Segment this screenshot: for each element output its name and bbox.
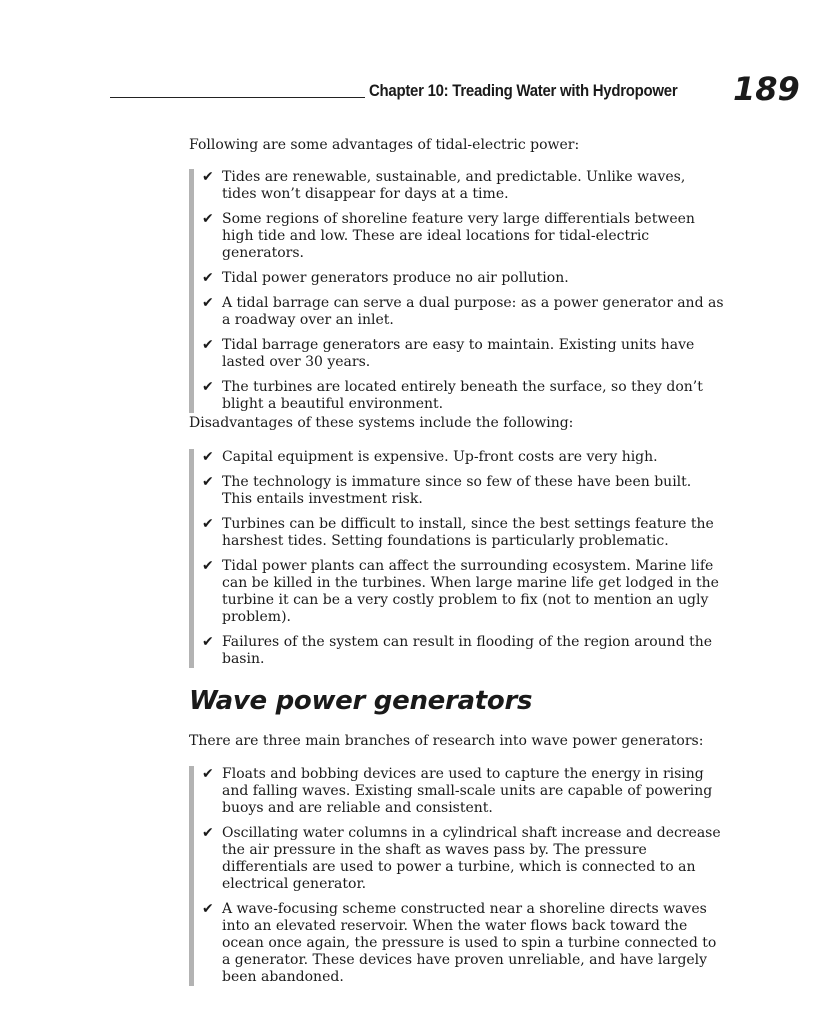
list-item: ✔ Tidal power generators produce no air pollution. — [202, 270, 569, 286]
wave-intro: There are three main branches of research into wave power generators: — [189, 733, 704, 749]
list-item: ✔ Failures of the system can result in flooding of the region around the basin. — [202, 634, 713, 667]
checkmark-icon: ✔ — [202, 516, 214, 532]
list-item: ✔ The turbines are located entirely beneath the surface, so they don’t blight a beautiful environment. — [202, 379, 703, 412]
checkmark-icon: ✔ — [202, 634, 214, 650]
checkmark-icon: ✔ — [202, 379, 214, 395]
list-item: ✔ Capital equipment is expensive. Up-front costs are very high. — [202, 449, 658, 465]
page-number: 189 — [733, 70, 800, 108]
section-heading: Wave power generators — [189, 686, 533, 716]
list-item: ✔ Tides are renewable, sustainable, and predictable. Unlike waves, tides won’t disappear for days at a time. — [202, 169, 686, 202]
running-header — [110, 70, 800, 110]
disadvantages-intro: Disadvantages of these systems include the following: — [189, 415, 574, 431]
list-item: ✔ A tidal barrage can serve a dual purpose: as a power generator and as a roadway over an inlet. — [202, 295, 724, 328]
checkmark-icon: ✔ — [202, 337, 214, 353]
checkmark-icon: ✔ — [202, 474, 214, 490]
list-item: ✔ Oscillating water columns in a cylindrical shaft increase and decrease the air pressure in the shaft as waves pass by. The pressure differentials are used to power a turbine, which is connected to an electrical generator. — [202, 825, 721, 892]
checkmark-icon: ✔ — [202, 766, 214, 782]
checkmark-icon: ✔ — [202, 169, 214, 185]
chapter-title: Chapter 10: Treading Water with Hydropower — [369, 81, 678, 100]
list-item: ✔ Tidal power plants can affect the surrounding ecosystem. Marine life can be killed in the turbines. When large marine life get lodged in the turbine it can be a very costly problem to fix (not to mention an ugly problem). — [202, 558, 719, 625]
checkmark-icon: ✔ — [202, 449, 214, 465]
header-rule — [110, 97, 365, 98]
checkmark-icon: ✔ — [202, 270, 214, 286]
checkmark-icon: ✔ — [202, 558, 214, 574]
list-item: ✔ Some regions of shoreline feature very large differentials between high tide and low. These are ideal locations for tidal-electric generators. — [202, 211, 695, 261]
list-item: ✔ Tidal barrage generators are easy to maintain. Existing units have lasted over 30 years. — [202, 337, 695, 370]
checkmark-icon: ✔ — [202, 825, 214, 841]
list-item: ✔ Floats and bobbing devices are used to capture the energy in rising and falling waves. Existing small-scale units are capable of powering buoys and are reliable and consistent. — [202, 766, 713, 816]
wave-list — [189, 766, 724, 986]
list-item: ✔ The technology is immature since so few of these have been built. This entails investment risk. — [202, 474, 692, 507]
advantages-intro: Following are some advantages of tidal-electric power: — [189, 137, 580, 153]
disadvantages-list — [189, 449, 724, 668]
list-item: ✔ A wave-focusing scheme constructed near a shoreline directs waves into an elevated reservoir. When the water flows back toward the ocean once again, the pressure is used to spin a turbine connected to a generator. These devices have proven unreliable, and have largely been abandoned. — [202, 901, 717, 985]
checkmark-icon: ✔ — [202, 901, 214, 917]
checkmark-icon: ✔ — [202, 295, 214, 311]
checkmark-icon: ✔ — [202, 211, 214, 227]
advantages-list — [189, 169, 724, 413]
list-item: ✔ Turbines can be difficult to install, since the best settings feature the harshest tides. Setting foundations is particularly problematic. — [202, 516, 714, 549]
